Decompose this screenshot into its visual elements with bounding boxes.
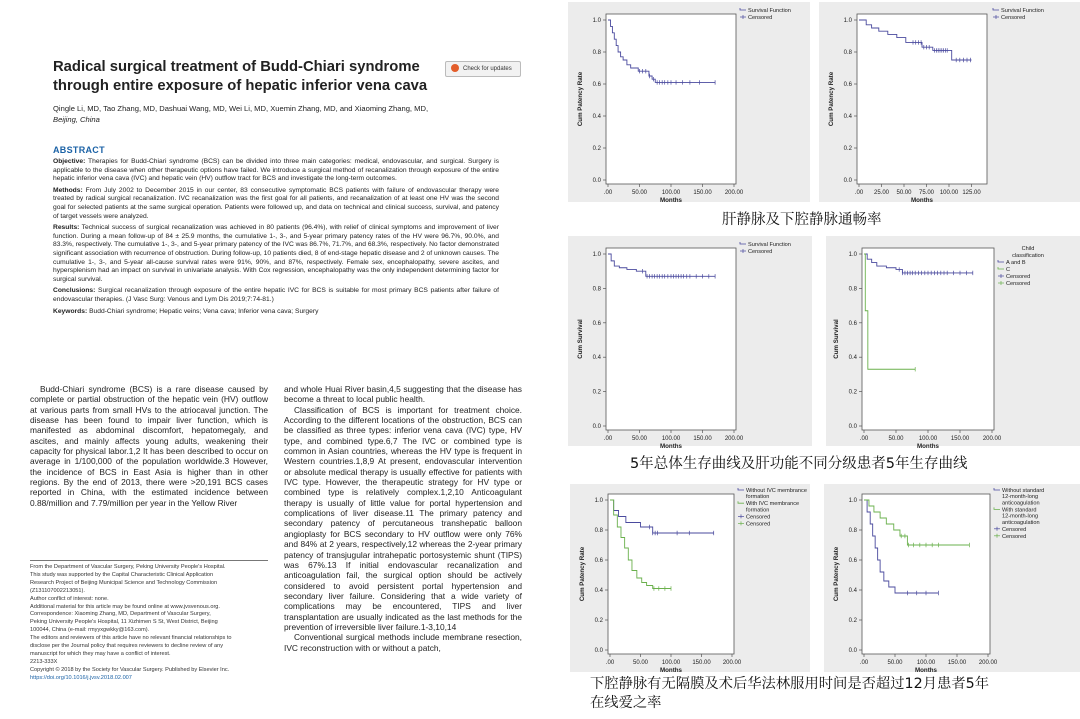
chart-overall-survival: [568, 236, 812, 450]
legend-label: Censored: [1002, 533, 1027, 540]
x-tick-label: 100.00: [661, 190, 681, 196]
plot-area: [857, 14, 987, 184]
legend-label: Censored: [746, 514, 771, 521]
body-column-left: [30, 384, 268, 508]
y-tick-label: 0.0: [594, 648, 603, 654]
legend-line-key: [994, 488, 1000, 490]
x-tick-label: .00: [603, 436, 613, 442]
check-for-updates-button[interactable]: [445, 61, 521, 77]
y-tick-label: 0.2: [592, 146, 601, 152]
x-tick-label: 50.00: [631, 190, 648, 196]
footnote-line: Research Project of Beijing Municipal Science and Technology Commission: [30, 579, 218, 586]
y-tick-label: 1.0: [592, 18, 601, 24]
footnote-line: manuscript for which they may have a conflict of interest.: [30, 650, 171, 657]
caption-row1: 肝静脉及下腔静脉通畅率: [722, 212, 882, 228]
y-axis-label: Cum Patency Rate: [833, 546, 840, 602]
legend-title: classification: [1012, 253, 1044, 259]
author-block: [53, 103, 513, 125]
chart-svg: [824, 484, 1080, 672]
y-tick-label: 0.8: [592, 286, 601, 293]
chart-svg: [826, 236, 1080, 450]
x-tick-label: 150.00: [693, 436, 712, 442]
x-tick-label: .00: [605, 660, 615, 666]
footnote-line: From the Department of Vascular Surgery, Peking University People's Hospital.: [30, 564, 226, 570]
y-axis-label: Cum Patency Rate: [577, 71, 584, 127]
y-tick-label: 0.2: [594, 618, 603, 624]
y-tick-label: 0.8: [848, 528, 857, 534]
footnote-line: 100044, China (e-mail: rmyyxgwkky@163.com).: [30, 627, 150, 634]
y-axis-label: Cum Patency Rate: [579, 546, 586, 602]
plot-area: [862, 248, 994, 430]
y-tick-label: 0.6: [848, 320, 857, 327]
body-paragraph: Budd-Chiari syndrome (BCS) is a rare disease caused by complete or partial obstruction of the hepatic vein (HV) outflow at various parts from small HVs to the atriocaval junction. The disease has been found to impair liver function, which is manifested as abdominal discomfort, hepatomegaly, and ascites, and mainly affects young adults, weakening their capacity for physical labor.1,2 It has been described to occur on average in 1/100,000 of the population worldwide.3 However, the incidence of BCS in East Asia is higher than in other regions. By the end of 2013, there were >20,191 BCS cases reported in China, with the estimated incidence between 0.88/million and 7.79/million per year in the Yellow River: [30, 384, 268, 508]
x-tick-label: 125.00: [962, 190, 981, 196]
abstract-keywords: Keywords: Budd-Chiari syndrome; Hepatic veins; Vena cava; Inferior vena cava; Surgery: [53, 307, 319, 315]
y-tick-label: 0.6: [843, 82, 852, 88]
x-tick-label: 100.00: [939, 190, 959, 196]
x-tick-label: 200.00: [724, 190, 744, 196]
legend-label: anticoagulation: [1002, 519, 1040, 526]
y-tick-label: 0.0: [843, 178, 852, 184]
y-tick-label: 0.2: [848, 389, 857, 396]
y-tick-label: 0.4: [848, 355, 857, 362]
y-tick-label: 0.6: [594, 558, 603, 564]
legend-line-key: [998, 267, 1004, 269]
y-axis-label: Cum Patency Rate: [828, 71, 835, 127]
footnote-line: Peking University People's Hospital, 11 Xizhimen S St, West District, Beijing: [30, 619, 218, 626]
plot-area: [606, 14, 736, 184]
legend-line-key: [993, 8, 999, 10]
figure-collage: [560, 0, 1080, 719]
y-tick-label: 0.2: [843, 146, 852, 152]
y-tick-label: 1.0: [848, 252, 857, 258]
y-tick-label: 1.0: [843, 18, 852, 24]
y-tick-label: 0.2: [848, 618, 857, 624]
chart-ivc-patency: [819, 2, 1080, 202]
footnote-line: (Z131107002213051).: [30, 587, 85, 594]
y-axis-label: Cum Survival: [833, 319, 840, 359]
x-tick-label: .00: [854, 190, 864, 196]
caption-row3-line1: 下腔静脉有无隔膜及术后华法林服用时间是否超过12月患者5年: [590, 676, 990, 692]
x-axis-label: Months: [917, 443, 939, 450]
x-tick-label: 200.00: [724, 436, 744, 442]
legend-line-key: [740, 242, 746, 244]
body-column-right: [284, 384, 522, 653]
legend-label: With IVC membrance: [746, 501, 800, 508]
chart-svg: [819, 2, 1080, 202]
x-tick-label: .00: [859, 660, 869, 666]
plot-area: [608, 494, 734, 654]
footnote-line: The editors and reviewers of this article have no relevant financial relationships to: [30, 635, 232, 642]
legend-label: 12-month-long: [1002, 513, 1039, 520]
legend-label: C: [1006, 267, 1011, 273]
y-tick-label: 0.4: [594, 588, 603, 594]
x-tick-label: 200.00: [978, 660, 998, 666]
chart-ivc-membrane: [570, 484, 810, 672]
x-tick-label: 50.00: [632, 660, 649, 666]
y-tick-label: 0.8: [592, 50, 601, 56]
abstract-methods: Methods: From July 2002 to December 2015 in our center, 83 consecutive symptomatic BCS patients with failure of endovascular therapy were treated by radical surgical recanalization. IVC recanalization was the first goal for all patients, and recanalization of at least one HV was the second goal for selected patients at the same surgical operation. Patients were followed up, and data on technical and clinical success, survival, and patency of target vessels were analyzed.: [53, 186, 499, 220]
legend-line-key: [998, 260, 1004, 262]
footnote-line: 2213-333X: [30, 658, 58, 665]
legend-label: Without IVC membrance: [746, 488, 807, 494]
x-tick-label: .00: [859, 436, 869, 442]
y-tick-label: 1.0: [594, 498, 603, 504]
update-icon: [451, 64, 459, 72]
body-paragraph: and whole Huai River basin,4,5 suggesting that the disease has become a threat to local public health.: [284, 384, 522, 405]
legend-label: 12-month-long: [1002, 494, 1039, 501]
x-axis-label: Months: [660, 667, 682, 674]
y-tick-label: 1.0: [592, 252, 601, 258]
body-paragraph: Conventional surgical methods include membrane resection, IVC reconstruction with or without a patch,: [284, 632, 522, 653]
y-tick-label: 0.0: [592, 424, 601, 430]
caption-row3-line2: 在线爱之率: [590, 695, 662, 711]
x-tick-label: 50.00: [896, 190, 912, 196]
author-list: Qingle Li, MD, Tao Zhang, MD, Dashuai Wang, MD, Wei Li, MD, Xuemin Zhang, MD, and Xiaoming Zhang, MD,: [53, 104, 429, 113]
footnote-line: disclose per the Journal policy that requires reviewers to decline review of any: [30, 643, 224, 650]
legend-label: formation: [746, 507, 770, 514]
chart-svg: [568, 236, 812, 450]
legend-label: Censored: [746, 521, 771, 528]
abstract-results: Results: Technical success of surgical recanalization was achieved in 80 patients (96.4%), with relief of clinical symptoms and improvement of liver function. During a mean follow-up of 84 ± 25.9 months, the cumulative 1-, 3-, and 5-year primary patency rates of the HV were 96.7%, 90.0%, and 83.3%, respectively. The cumulative 1-, 3-, and 5-year primary patency of the IVC was 86.7%, 71.7%, and 68.3%, respectively. No factor demonstrated significant association with recurrence of obstruction. During follow-up, 10 patients died, 8 of end-stage hepatic disease and 2 of unknown causes. The cumulative 1-, 3-, and 5-year all-cause survival rates were 91%, 90%, and 87%, respectively. Female sex, encephalopathy, severe ascites, and hypersplenism had an impact on survival in univariate analysis. With Cox regression, encephalopathy was the only independent determining factor for surgical survival.: [53, 224, 499, 283]
x-axis-label: Months: [660, 443, 682, 450]
y-tick-label: 0.4: [592, 114, 601, 120]
footnote-line: Copyright © 2018 by the Society for Vascular Surgery. Published by Elsevier Inc.: [30, 666, 230, 673]
y-tick-label: 0.2: [592, 389, 601, 396]
abstract-conclusions: Conclusions: Surgical recanalization through exposure of the entire hepatic IVC for BCS is suitable for most primary BCS patients after failure of endovascular therapies. (J Vasc Surg: Venous and Lym Dis 2019;7:74-81.): [53, 287, 499, 303]
legend-label: Survival Function: [748, 8, 791, 14]
x-tick-label: 100.00: [918, 436, 938, 442]
x-tick-label: 25.00: [873, 190, 890, 196]
x-tick-label: 200.00: [722, 660, 742, 666]
y-tick-label: 0.8: [843, 50, 852, 56]
y-axis-label: Cum Survival: [577, 319, 584, 359]
footnote-line: https://doi.org/10.1016/j.jvsv.2018.02.007: [30, 674, 132, 681]
x-tick-label: 150.00: [692, 660, 711, 666]
x-tick-label: 150.00: [950, 436, 970, 442]
legend-label: Censored: [748, 15, 773, 21]
caption-row3: [590, 675, 989, 713]
abstract: [53, 145, 499, 319]
footnote-line: Additional material for this article may be found online at www.jvsvenous.org.: [30, 603, 220, 610]
article-title: Radical surgical treatment of Budd-Chiari syndrome through entire exposure of hepatic inferior vena cava: [53, 59, 428, 94]
legend-label: Censored: [1006, 274, 1031, 280]
legend-line-key: [994, 507, 1000, 509]
footnote-line: Author conflict of interest: none.: [30, 595, 109, 602]
x-tick-label: 150.00: [947, 660, 967, 666]
y-tick-label: 0.8: [848, 286, 857, 293]
y-tick-label: 0.0: [848, 424, 857, 430]
x-tick-label: .00: [603, 190, 613, 196]
footnote-line: Correspondence: Xiaoming Zhang, MD, Department of Vascular Surgery,: [30, 611, 211, 618]
y-tick-label: 0.4: [843, 114, 852, 120]
author-location: Beijing, China: [53, 115, 100, 124]
x-tick-label: 100.00: [916, 660, 936, 666]
legend-label: Without standard: [1002, 488, 1045, 494]
legend-label: A and B: [1006, 260, 1026, 266]
footnotes: [30, 560, 268, 683]
x-tick-label: 50.00: [888, 436, 904, 442]
legend-label: formation: [746, 494, 770, 501]
x-tick-label: 150.00: [693, 190, 712, 196]
abstract-objective: Objective: Therapies for Budd-Chiari syndrome (BCS) can be divided into three main categories: medical, endovascular, and surgical. Surgery is applicable to the disease when other therapeutic options have failed. We introduce a surgical method of recanalization through exposure of the entire hepatic inferior vena cava (IVC) and hepatic vein (HV) outflow tract for BCS and investigate the long-term outcomes.: [53, 158, 499, 183]
abstract-heading: ABSTRACT: [53, 145, 105, 155]
x-tick-label: 100.00: [661, 660, 681, 666]
x-tick-label: 50.00: [887, 660, 903, 666]
x-tick-label: 200.00: [982, 436, 1002, 442]
legend-label: Survival Function: [748, 242, 791, 248]
x-axis-label: Months: [915, 667, 937, 674]
x-axis-label: Months: [911, 197, 933, 204]
legend-line-key: [740, 8, 746, 10]
y-tick-label: 0.8: [594, 528, 603, 534]
x-tick-label: 100.00: [661, 436, 681, 442]
y-tick-label: 0.6: [848, 558, 857, 564]
chart-child-survival: [826, 236, 1080, 450]
footnote-line: This study was supported by the Capital Characteristic Clinical Application: [30, 571, 214, 578]
chart-svg: [570, 484, 810, 672]
body-paragraph: Classification of BCS is important for treatment choice. According to the different locations of the obstruction, BCS can be classified as three types: inferior vena cava (IVC) type, HV type, and combined type.6,7 The IVC or combined type is common in Asian countries, whereas the HV type is frequent in Western countries.1,8,9 At present, endovascular intervention or absolute medical therapy is usually effective for patients with IVC type. However, the therapeutic strategy for HV type or combined type is relatively complex.1,2,10 Anticoagulant therapy is usually of little value for portal hypertension and complications of liver disease.11 The primary patency and secondary patency of percutaneous transhepatic balloon angioplasty for BCS secondary to HV outflow were only 76% and 84% at 2 years, respectively,12 whereas the 2-year primary patency of transjugular intrahepatic portosystemic shunt (TIPS) was 67%.13 If initial endovascular recanalization and anticoagulation fail, the surgical option should be actively considered to avoid persistent portal hypertension and secondary liver failure. Considering that a wide variety of complications may be encountered, TIPS and liver transplantation are usually indicated as the last methods for the prevention of irreversible liver failure.1-3,10,14: [284, 404, 522, 632]
chart-hv-patency: [568, 2, 810, 202]
legend-label: Censored: [748, 249, 773, 255]
x-axis-label: Months: [660, 197, 682, 204]
chart-svg: [568, 2, 810, 202]
legend-label: Censored: [1002, 526, 1027, 533]
y-tick-label: 0.6: [592, 320, 601, 327]
check-for-updates-label: Check for updates: [463, 66, 512, 72]
legend-label: Censored: [1001, 15, 1026, 21]
legend-line-key: [738, 501, 744, 503]
legend-label: With standard: [1002, 507, 1037, 514]
caption-row2: 5年总体生存曲线及肝功能不同分级患者5年生存曲线: [630, 456, 968, 472]
x-tick-label: 75.00: [918, 190, 935, 196]
legend-line-key: [738, 488, 744, 490]
y-tick-label: 0.4: [848, 588, 857, 594]
legend-title: Child: [1021, 246, 1035, 252]
legend-label: Censored: [1006, 281, 1031, 287]
x-tick-label: 50.00: [631, 436, 648, 442]
legend-label: anticoagulation: [1002, 500, 1040, 507]
y-tick-label: 0.4: [592, 355, 601, 362]
legend-label: Survival Function: [1001, 8, 1044, 14]
chart-anticoagulation: [824, 484, 1080, 672]
y-tick-label: 1.0: [848, 498, 857, 504]
y-tick-label: 0.0: [848, 648, 857, 654]
y-tick-label: 0.6: [592, 82, 601, 88]
y-tick-label: 0.0: [592, 178, 601, 184]
